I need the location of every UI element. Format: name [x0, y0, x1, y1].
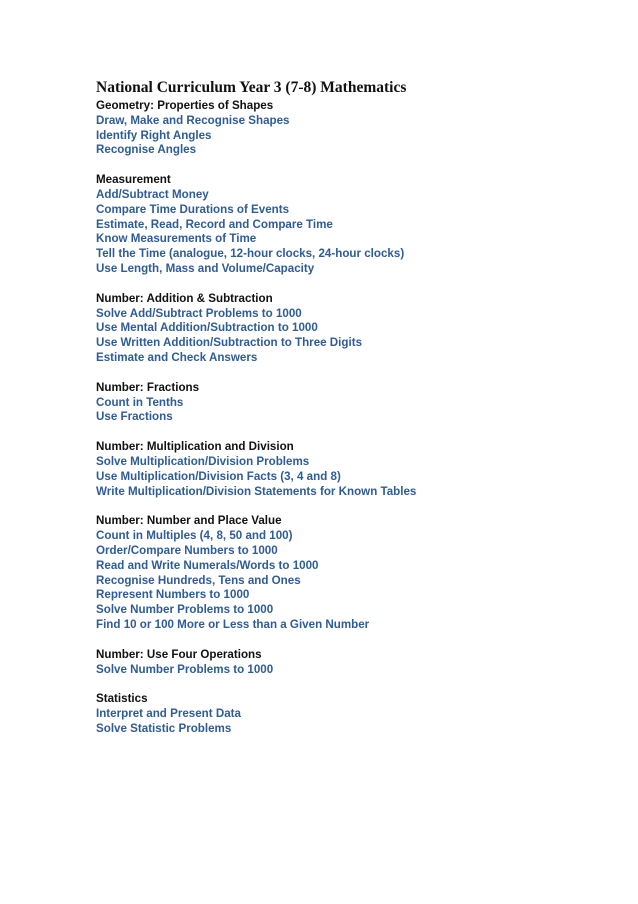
- topic-link[interactable]: Interpret and Present Data: [96, 707, 241, 721]
- topic-link[interactable]: Tell the Time (analogue, 12-hour clocks, 24-hour clocks): [96, 247, 405, 261]
- topic-list: [96, 114, 616, 158]
- topic-link[interactable]: Write Multiplication/Division Statements for Known Tables: [96, 484, 417, 498]
- section-place-value: [96, 514, 616, 632]
- topic-link[interactable]: Compare Time Durations of Events: [96, 202, 290, 216]
- topic-list: [96, 455, 616, 499]
- section-multiplication-division: [96, 440, 616, 499]
- topic-link[interactable]: Use Fractions: [96, 410, 173, 424]
- topic-list: [96, 396, 616, 426]
- document-page: [96, 78, 616, 752]
- topic-link[interactable]: Use Mental Addition/Subtraction to 1000: [96, 321, 318, 335]
- section-heading: Number: Fractions: [96, 380, 200, 394]
- section-heading: Geometry: Properties of Shapes: [96, 99, 274, 112]
- topic-list: [96, 707, 616, 737]
- topic-link[interactable]: Read and Write Numerals/Words to 1000: [96, 558, 319, 572]
- section-heading: Number: Multiplication and Division: [96, 440, 294, 454]
- topic-list: [96, 307, 616, 366]
- topic-link[interactable]: Estimate, Read, Record and Compare Time: [96, 217, 333, 231]
- section-heading: Measurement: [96, 173, 171, 187]
- section-statistics: [96, 692, 616, 736]
- topic-link[interactable]: Draw, Make and Recognise Shapes: [96, 113, 290, 127]
- section-heading: Number: Number and Place Value: [96, 514, 282, 528]
- section-heading: Statistics: [96, 692, 148, 706]
- section-four-operations: [96, 648, 616, 678]
- topic-link[interactable]: Count in Multiples (4, 8, 50 and 100): [96, 529, 293, 543]
- section-geometry: [96, 99, 616, 158]
- topic-link[interactable]: Use Multiplication/Division Facts (3, 4 and 8): [96, 469, 341, 483]
- topic-link[interactable]: Solve Add/Subtract Problems to 1000: [96, 306, 302, 320]
- topic-link[interactable]: Solve Statistic Problems: [96, 721, 232, 735]
- topic-link[interactable]: Identify Right Angles: [96, 128, 212, 142]
- topic-list: [96, 529, 616, 633]
- topic-link[interactable]: Recognise Hundreds, Tens and Ones: [96, 573, 301, 587]
- topic-link[interactable]: Know Measurements of Time: [96, 232, 257, 246]
- topic-link[interactable]: Order/Compare Numbers to 1000: [96, 543, 278, 557]
- topic-list: [96, 663, 616, 678]
- topic-link[interactable]: Solve Number Problems to 1000: [96, 603, 274, 617]
- topic-link[interactable]: Solve Multiplication/Division Problems: [96, 454, 310, 468]
- section-addition-subtraction: [96, 292, 616, 366]
- topic-link[interactable]: Solve Number Problems to 1000: [96, 662, 274, 676]
- section-fractions: [96, 381, 616, 425]
- topic-link[interactable]: Estimate and Check Answers: [96, 350, 258, 364]
- topic-link[interactable]: Use Written Addition/Subtraction to Three Digits: [96, 336, 363, 350]
- section-heading: Number: Use Four Operations: [96, 647, 262, 661]
- page-title: National Curriculum Year 3 (7-8) Mathematics: [96, 79, 407, 96]
- topic-link[interactable]: Represent Numbers to 1000: [96, 588, 250, 602]
- topic-link[interactable]: Count in Tenths: [96, 395, 184, 409]
- topic-link[interactable]: Find 10 or 100 More or Less than a Given Number: [96, 617, 370, 631]
- section-measurement: [96, 173, 616, 277]
- topic-list: [96, 188, 616, 277]
- section-heading: Number: Addition & Subtraction: [96, 291, 273, 305]
- topic-link[interactable]: Add/Subtract Money: [96, 187, 209, 201]
- topic-link[interactable]: Recognise Angles: [96, 143, 197, 157]
- topic-link[interactable]: Use Length, Mass and Volume/Capacity: [96, 261, 315, 275]
